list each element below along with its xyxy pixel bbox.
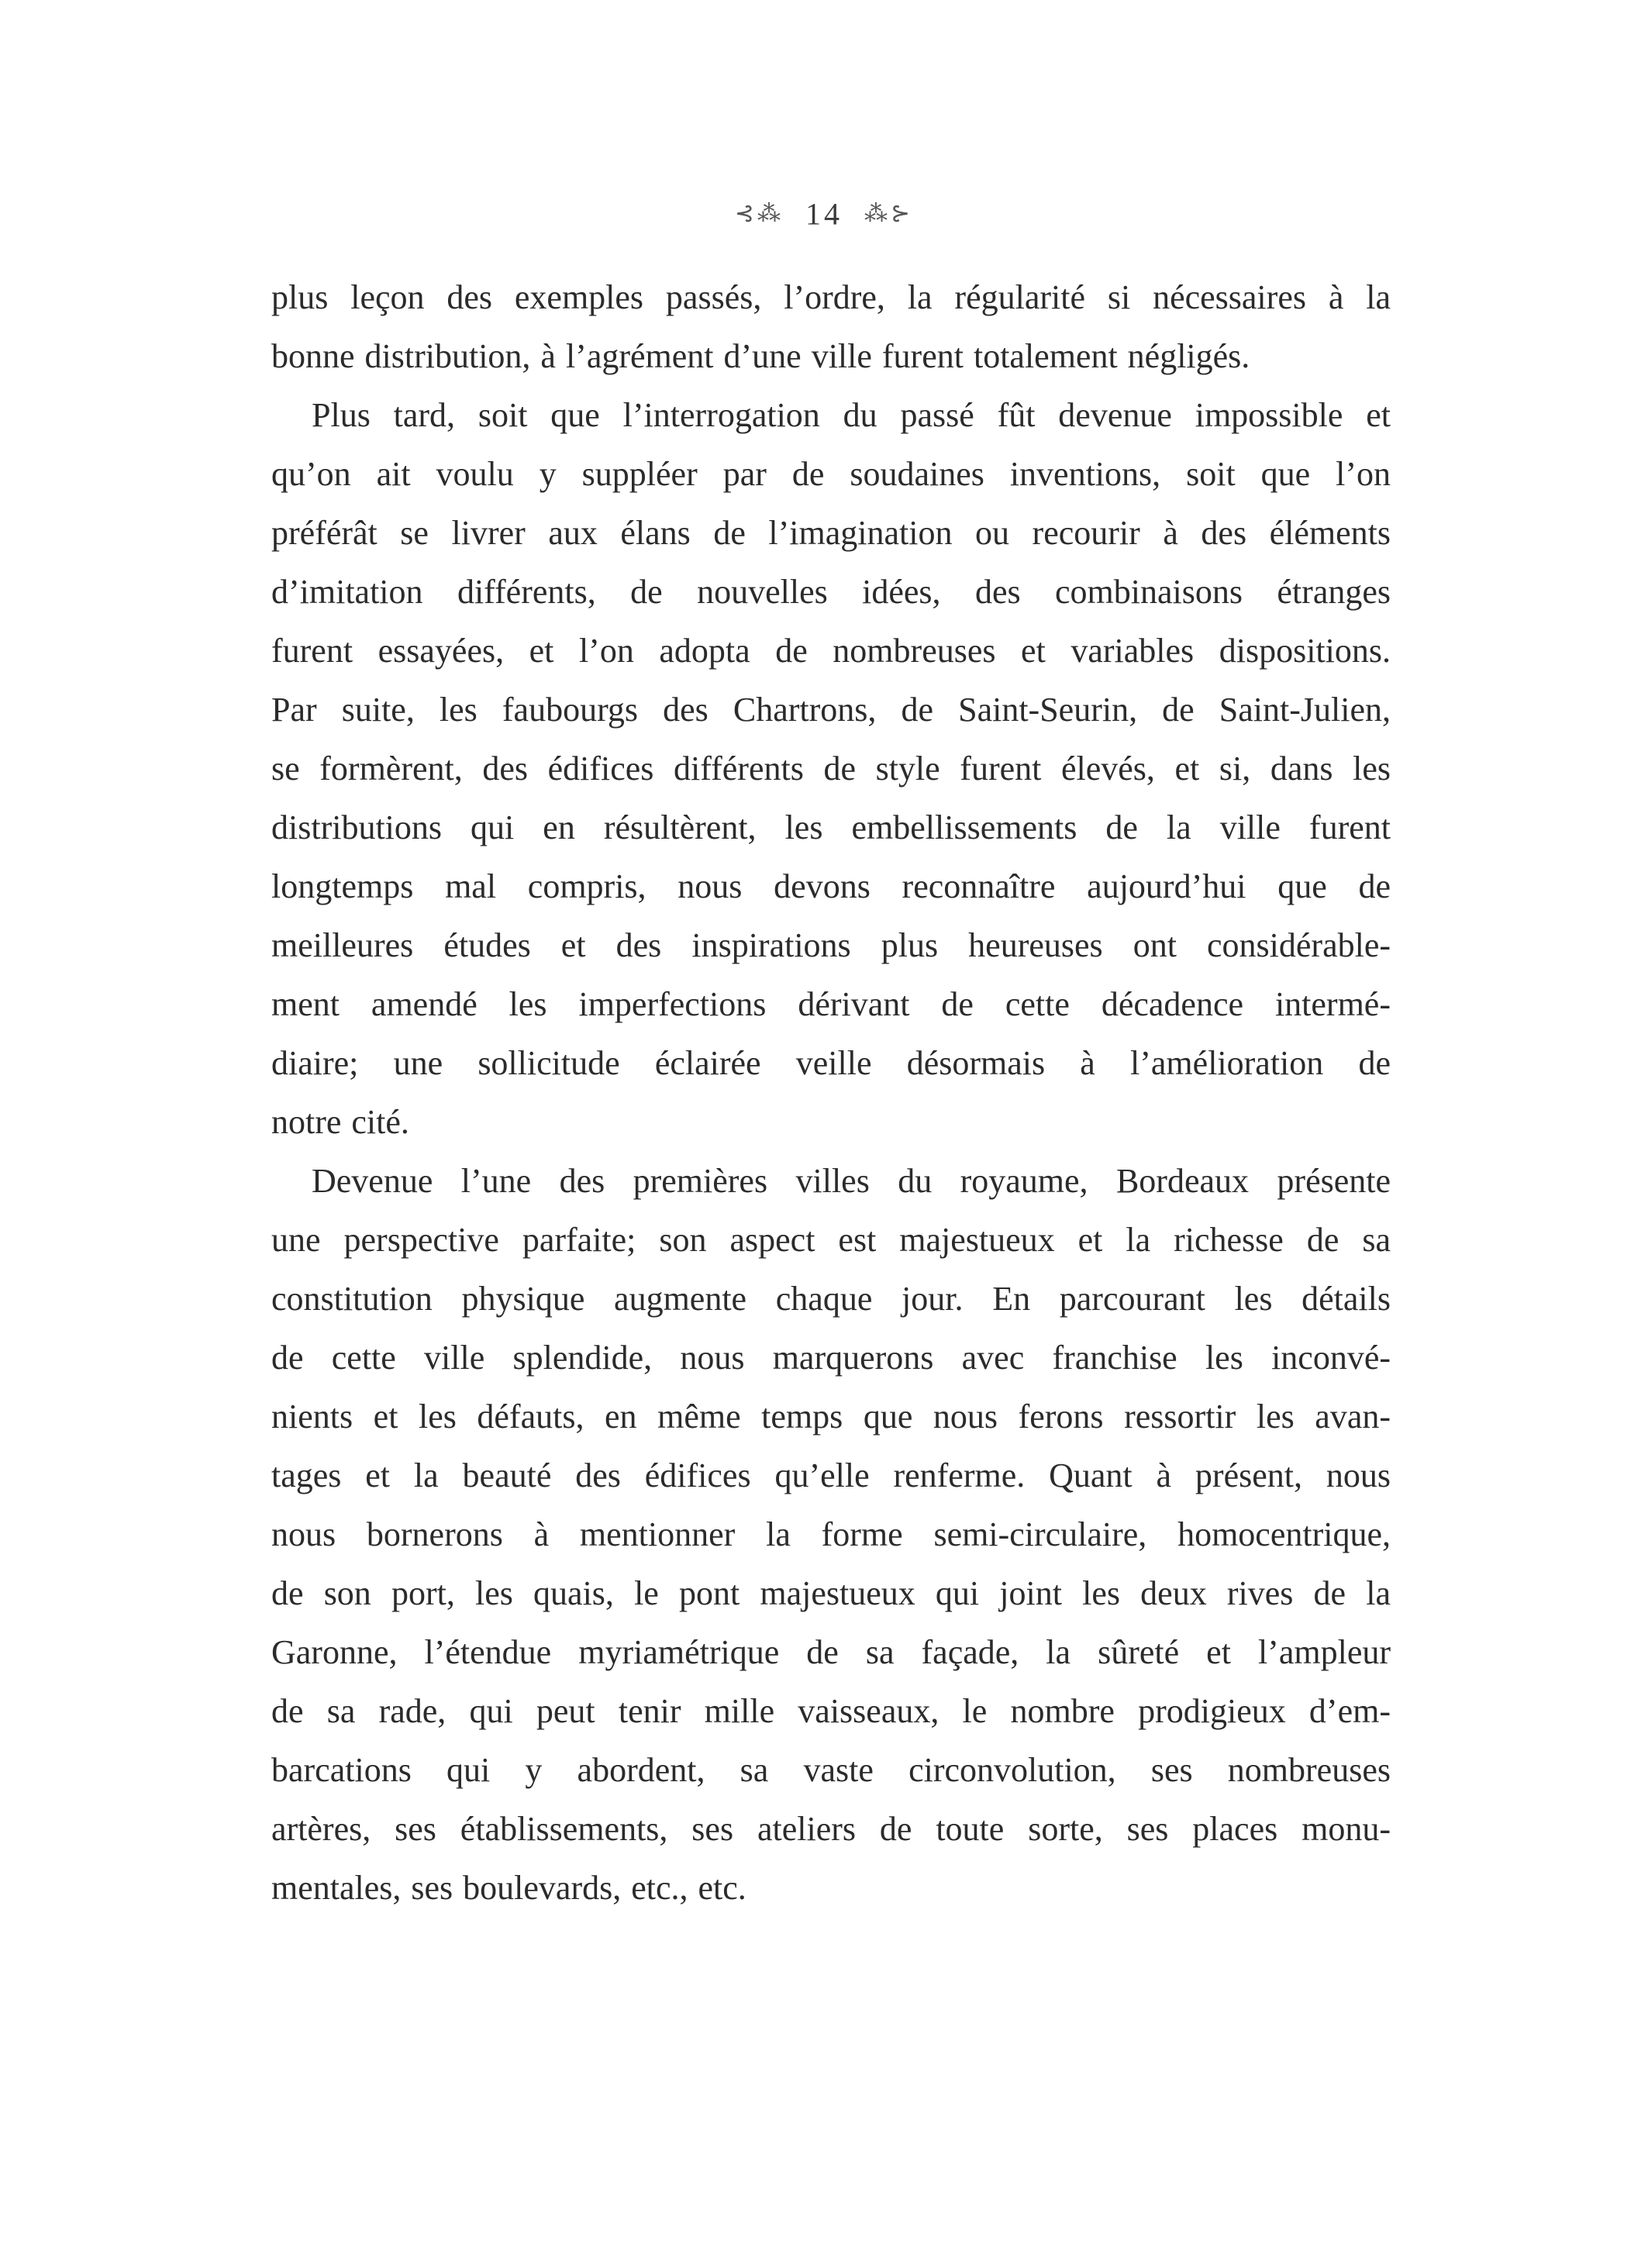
text-line: diaire; une sollicitude éclairée veille désormais à l’amélioration de xyxy=(271,1044,1391,1082)
paragraph xyxy=(271,268,1391,386)
text-line: qu’on ait voulu y suppléer par de soudaines inventions, soit que l’on xyxy=(271,455,1391,493)
text-line: de sa rade, qui peut tenir mille vaisseaux, le nombre prodigieux d’em- xyxy=(271,1692,1391,1730)
text-line: artères, ses établissements, ses ateliers de toute sorte, ses places monu- xyxy=(271,1810,1391,1848)
text-line: constitution physique augmente chaque jour. En parcourant les détails xyxy=(271,1280,1391,1318)
text-line: une perspective parfaite; son aspect est majestueux et la richesse de sa xyxy=(271,1221,1391,1259)
text-line: de son port, les quais, le pont majestueux qui joint les deux rives de la xyxy=(271,1574,1391,1612)
page-number: 14 xyxy=(805,196,843,232)
page-header xyxy=(0,192,1648,232)
paragraph xyxy=(271,1152,1391,1918)
text-line: nients et les défauts, en même temps que nous ferons ressortir les avan- xyxy=(271,1398,1391,1436)
text-line: d’imitation différents, de nouvelles idées, des combinaisons étranges xyxy=(271,573,1391,611)
text-line: barcations qui y abordent, sa vaste circonvolution, ses nombreuses xyxy=(271,1751,1391,1789)
body-text xyxy=(271,268,1391,1918)
text-line: nous bornerons à mentionner la forme semi-circulaire, homocentrique, xyxy=(271,1515,1391,1553)
text-line: furent essayées, et l’on adopta de nombreuses et variables dispositions. xyxy=(271,632,1391,670)
paragraph xyxy=(271,386,1391,1152)
text-line: Devenue l’une des premières villes du royaume, Bordeaux présente xyxy=(312,1162,1391,1200)
ornament-right-icon: ⁂⊱ xyxy=(864,201,914,227)
text-line: se formèrent, des édifices différents de style furent élevés, et si, dans les xyxy=(271,750,1391,788)
text-line: ment amendé les imperfections dérivant de cette décadence intermé- xyxy=(271,985,1391,1023)
text-line: Par suite, les faubourgs des Chartrons, de Saint-Seurin, de Saint-Julien, xyxy=(271,691,1391,729)
text-line: bonne distribution, à l’agrément d’une ville furent totalement négligés. xyxy=(271,337,1250,375)
text-line: de cette ville splendide, nous marquerons avec franchise les inconvé- xyxy=(271,1339,1391,1377)
text-line: longtemps mal compris, nous devons reconnaître aujourd’hui que de xyxy=(271,867,1391,905)
text-line: distributions qui en résultèrent, les embellissements de la ville furent xyxy=(271,808,1391,846)
text-line: plus leçon des exemples passés, l’ordre, la régularité si nécessaires à la xyxy=(271,278,1391,316)
text-line: tages et la beauté des édifices qu’elle renferme. Quant à présent, nous xyxy=(271,1456,1391,1494)
text-line: meilleures études et des inspirations plus heureuses ont considérable- xyxy=(271,926,1391,964)
text-line: notre cité. xyxy=(271,1103,409,1141)
text-line: préférât se livrer aux élans de l’imagination ou recourir à des éléments xyxy=(271,514,1391,552)
ornament-left-icon: ⊰⁂ xyxy=(734,201,784,227)
text-line: Garonne, l’étendue myriamétrique de sa façade, la sûreté et l’ampleur xyxy=(271,1633,1391,1671)
text-line: mentales, ses boulevards, etc., etc. xyxy=(271,1869,746,1907)
text-line: Plus tard, soit que l’interrogation du passé fût devenue impossible et xyxy=(312,396,1391,434)
